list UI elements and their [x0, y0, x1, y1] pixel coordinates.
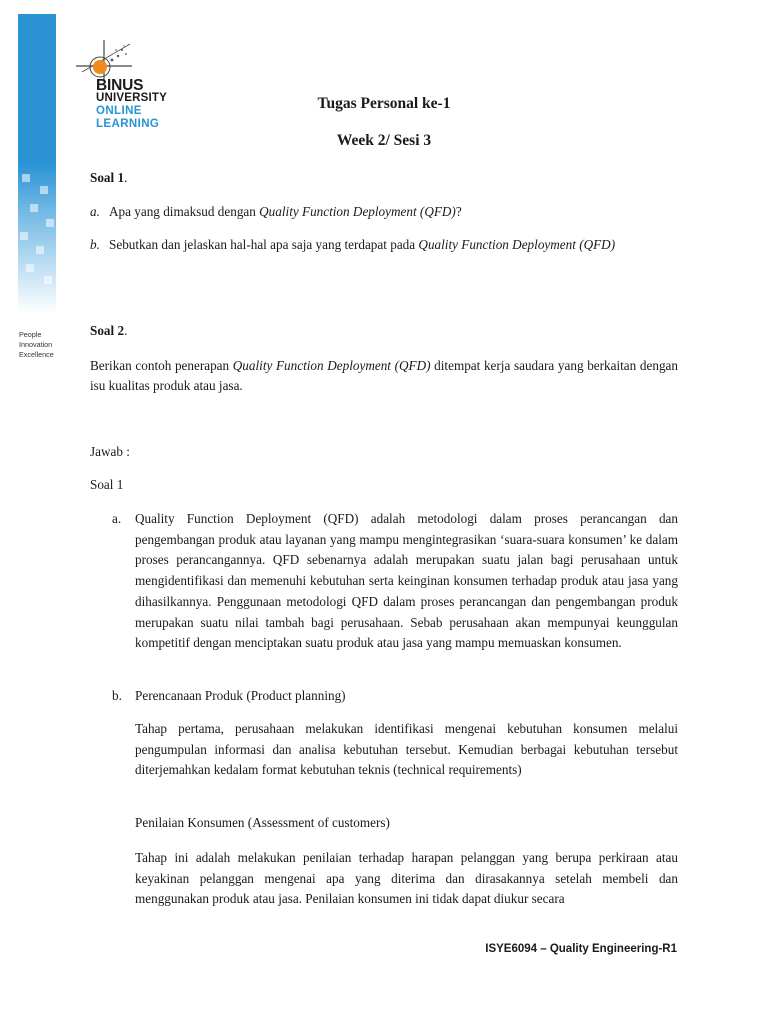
tagline: People Innovation Excellence [19, 330, 54, 359]
answer-b-paragraph-1: Tahap pertama, perusahaan melakukan identifikasi mengenai kebutuhan konsumen melalui pengumpulan informasi dan analisa kebutuhan tersebut. Kemudian berbagai kebutuhan tersebut diterjemahkan kedalam format kebutuhan teknis (technical requirements) [135, 721, 678, 778]
soal2-question: Berikan contoh penerapan Quality Function Deployment (QFD) ditempat kerja saudara yang berkaitan dengan isu kualitas produk atau jasa. [90, 358, 678, 393]
answer-label: Jawab : [90, 444, 130, 459]
answer-soal-label: Soal 1 [90, 477, 124, 492]
soal2-heading: Soal 2. [90, 323, 128, 338]
document-week: Week 2/ Sesi 3 [336, 132, 432, 149]
side-stripe-decoration [18, 14, 56, 314]
answer-b-title: Perencanaan Produk (Product planning) [135, 688, 346, 703]
soal1-heading: Soal 1. [90, 170, 128, 185]
answer-b-subheading: Penilaian Konsumen (Assessment of customers) [135, 815, 390, 830]
document-title: Tugas Personal ke-1 [317, 95, 451, 112]
page-footer: ISYE6094 – Quality Engineering-R1 [485, 943, 677, 955]
logo-text: BINUS UNIVERSITY ONLINE LEARNING [96, 77, 168, 130]
answer-b-paragraph-2: Tahap ini adalah melakukan penilaian terhadap harapan pelanggan yang berupa perkiraan atau keyakinan pelanggan mengenai apa yang diterima dan dirasakannya setelah membeli dan menggunakan produk atau jasa. Penilaian konsumen ini tidak dapat diukur secara [135, 850, 678, 907]
answer-item-a: a. Quality Function Deployment (QFD) adalah metodologi dalam proses perancangan dan pengembangan produk atau layanan yang mampu mengintegrasikan ‘suara-suara konsumen’ ke dalam proses perancangannya. QFD sebenarnya adalah merupakan suatu jalan bagi perusahaan untuk mengidentifikasi dan memenuhi kebutuhan serta keinginan konsumen terhadap produk atau jasa yang dihasilkannya. Penggunaan metodologi QFD dalam proses perancangan dan pengembangan produk merupakan suatu nilai tambah bagi perusahaan. Sebab perusahaan akan mempunyai keunggulan kompetitif dengan menciptakan suatu produk atau jasa yang mampu memuaskan konsumen. [112, 509, 678, 654]
answer-item-b: b. Perencanaan Produk (Product planning) [112, 686, 678, 706]
soal1-question-b: b. Sebutkan dan jelaskan hal-hal apa saja yang terdapat pada Quality Function Deployment (QFD) [90, 237, 616, 252]
answer-a-text: Quality Function Deployment (QFD) adalah metodologi dalam proses perancangan dan pengembangan produk atau layanan yang mampu mengintegrasikan ‘suara-suara konsumen’ ke dalam proses perancangannya. QFD sebenarnya adalah merupakan suatu jalan bagi perusahaan untuk mengidentifikasi dan memenuhi kebutuhan serta keinginan konsumen terhadap produk atau jasa yang dihasilkannya. Penggunaan metodologi QFD dalam proses perancangan dan pengembangan produk merupakan suatu nilai tambah bagi perusahaan. Sebab perusahaan akan mempunyai keunggulan kompetitif dengan menciptakan suatu produk atau jasa yang mampu memuaskan konsumen. [135, 511, 678, 651]
soal1-question-a: a. Apa yang dimaksud dengan Quality Function Deployment (QFD)? [90, 204, 462, 219]
